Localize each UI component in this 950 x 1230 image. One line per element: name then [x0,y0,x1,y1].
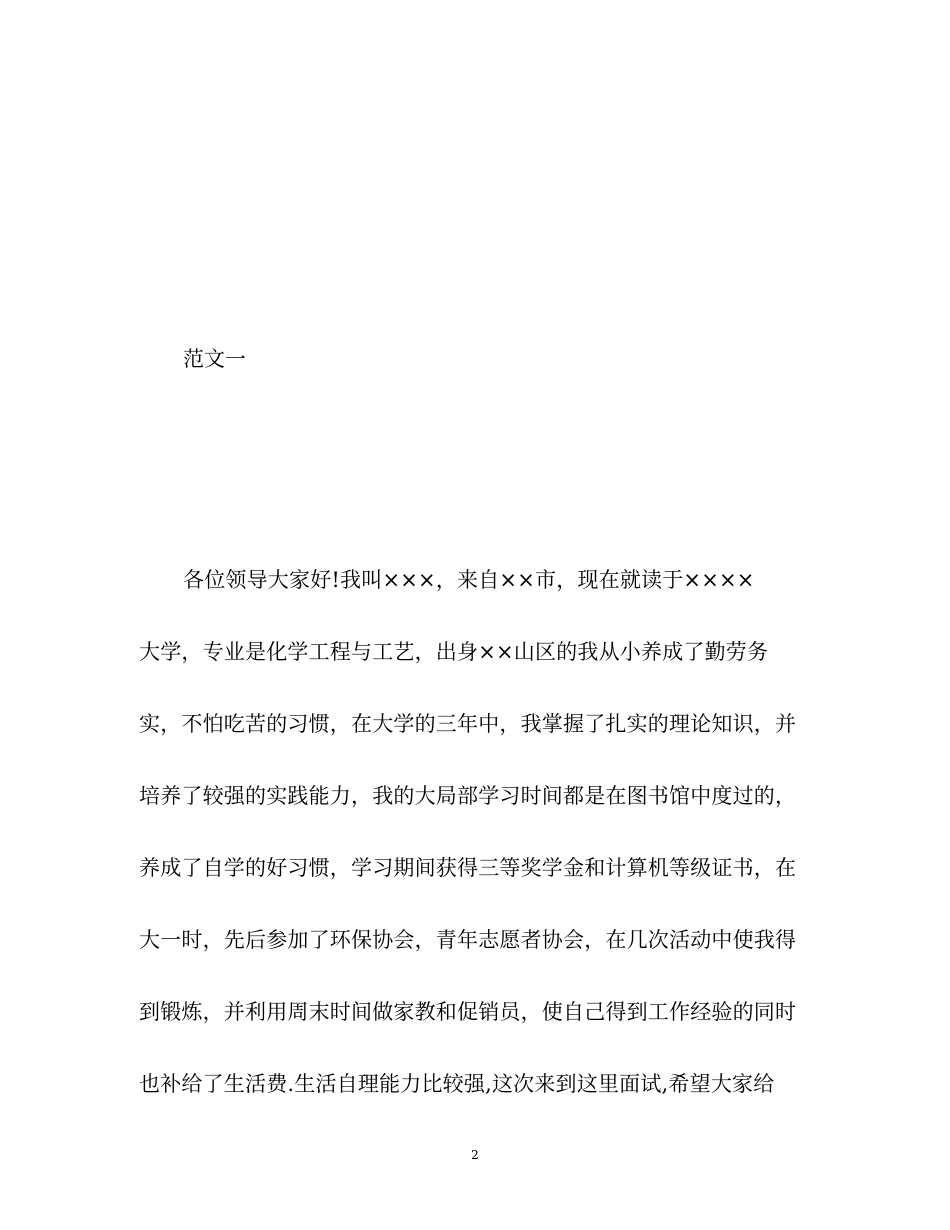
paragraph-line-8: 也补给了生活费.生活自理能力比较强,这次来到这里面试,希望大家给 [139,1072,775,1096]
paragraph-line-3: 实，不怕吃苦的习惯，在大学的三年中，我掌握了扎实的理论知识，并 [139,712,797,736]
paragraph-line-2: 大学，专业是化学工程与工艺，出身××山区的我从小养成了勤劳务 [139,640,769,664]
paragraph-line-4: 培养了较强的实践能力，我的大局部学习时间都是在图书馆中度过的， [139,784,797,808]
page-number: 2 [471,1148,479,1162]
paragraph-line-6: 大一时，先后参加了环保协会，青年志愿者协会，在几次活动中使我得 [139,928,797,952]
paragraph-line-5: 养成了自学的好习惯，学习期间获得三等奖学金和计算机等级证书，在 [139,856,797,880]
paragraph-line-1: 各位领导大家好!我叫×××，来自××市，现在就读于×××× [183,568,755,592]
section-heading: 范文一 [183,347,246,371]
paragraph-line-7: 到锻炼，并利用周末时间做家教和促销员，使自己得到工作经验的同时 [139,1000,797,1024]
